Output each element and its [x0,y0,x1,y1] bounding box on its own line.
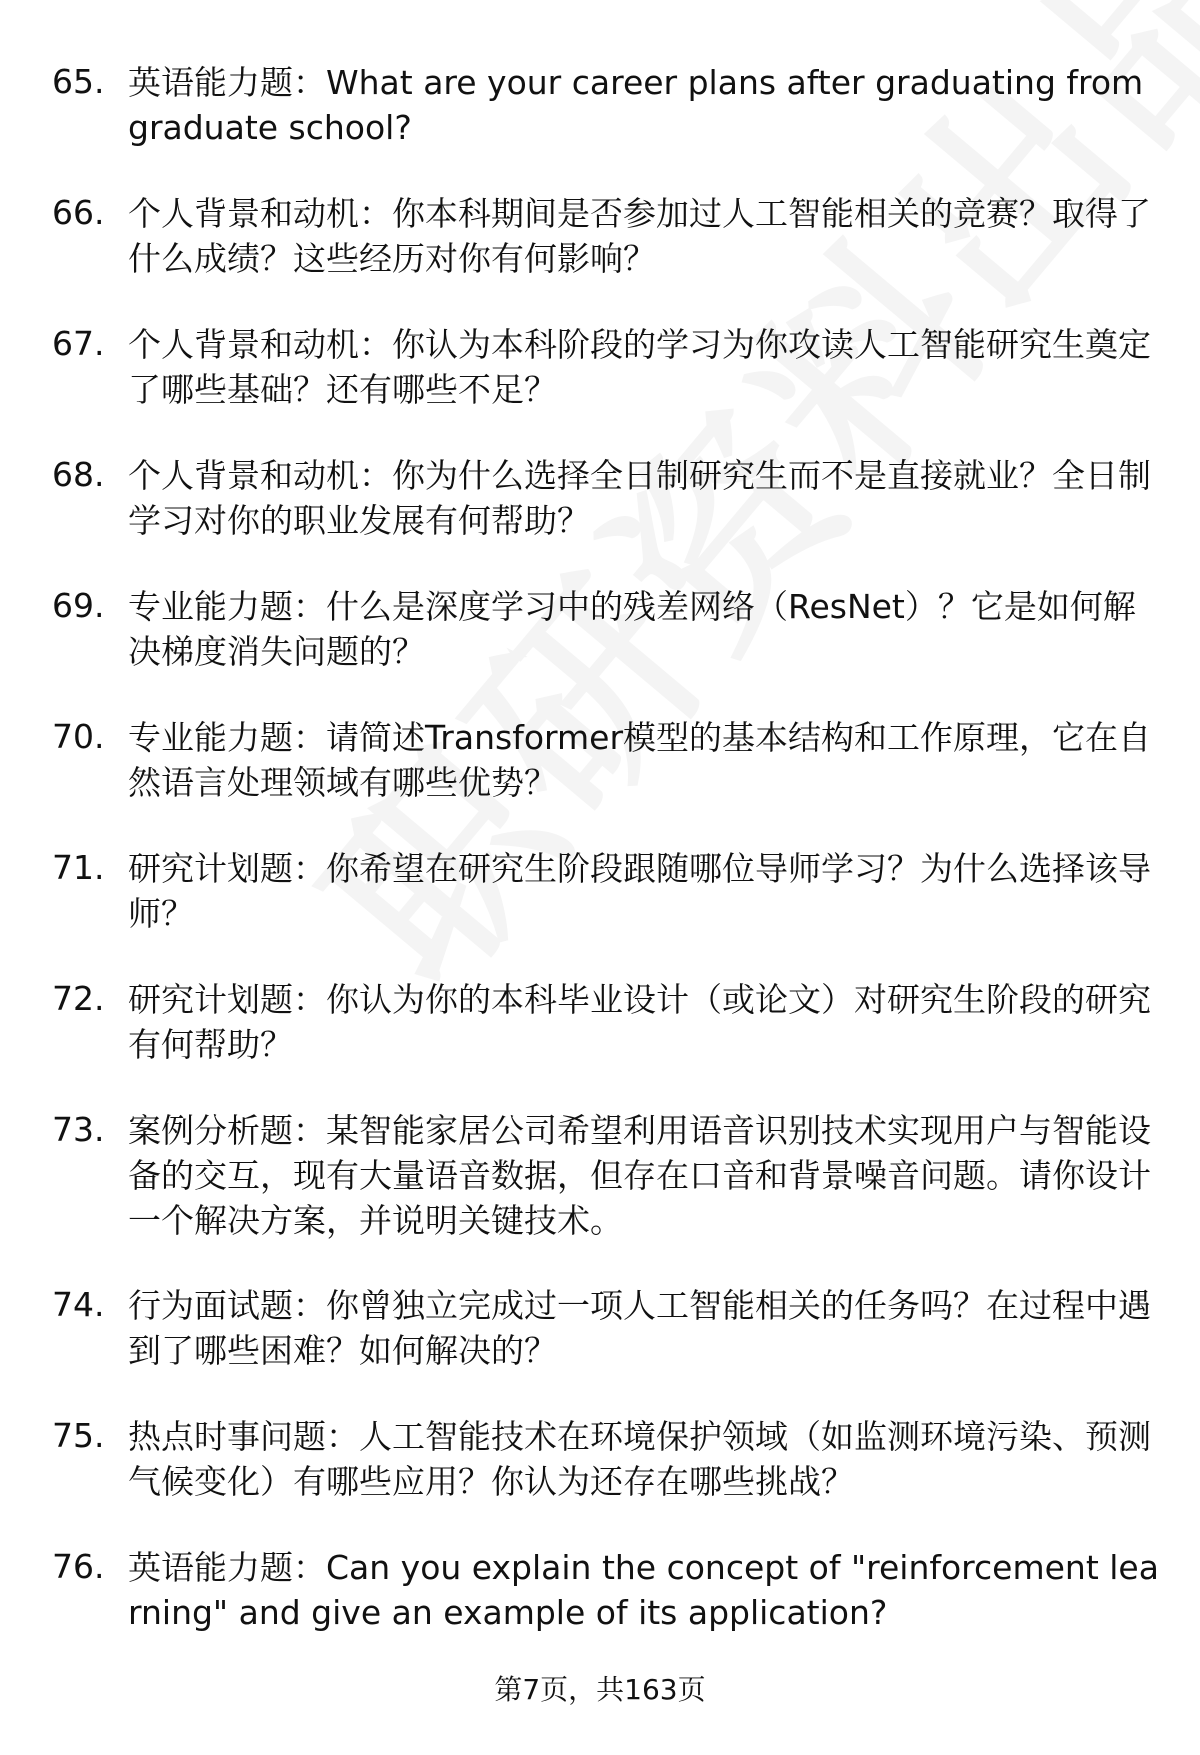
question-text: 研究计划题：你希望在研究生阶段跟随哪位导师学习？为什么选择该导师？ [128,849,1151,933]
question-text: 个人背景和动机：你本科期间是否参加过人工智能相关的竞赛？取得了什么成绩？这些经历对你有何影响？ [128,194,1151,278]
question-number: 76. [52,1547,105,1586]
question-number: 69. [52,586,105,625]
question-item [52,1414,1162,1545]
question-item [52,322,1162,453]
question-text: 行为面试题：你曾独立完成过一项人工智能相关的任务吗？在过程中遇到了哪些困难？如何解决的？ [128,1286,1151,1370]
question-item [52,1545,1162,1676]
question-number: 67. [52,324,105,363]
question-text: 专业能力题：请简述Transformer模型的基本结构和工作原理，它在自然语言处理领域有哪些优势？ [128,718,1152,802]
question-number: 68. [52,455,105,494]
question-text: 个人背景和动机：你认为本科阶段的学习为你攻读人工智能研究生奠定了哪些基础？还有哪些不足？ [128,325,1151,409]
question-text: 英语能力题：Can you explain the concept of "reinforcement learning" and give an example of its application? [128,1548,1159,1632]
question-item [52,977,1162,1108]
question-item [52,1108,1162,1283]
question-text: 热点时事问题：人工智能技术在环境保护领域（如监测环境污染、预测气候变化）有哪些应用？你认为还存在哪些挑战？ [128,1417,1151,1501]
question-list [52,60,1162,1676]
question-item [52,60,1162,191]
question-item [52,715,1162,846]
question-text: 个人背景和动机：你为什么选择全日制研究生而不是直接就业？全日制学习对你的职业发展有何帮助？ [128,456,1151,540]
question-number: 74. [52,1285,105,1324]
question-number: 72. [52,979,105,1018]
question-number: 65. [52,62,105,101]
question-number: 71. [52,848,105,887]
question-text: 英语能力题：What are your career plans after graduating from graduate school? [128,63,1144,147]
question-number: 66. [52,193,105,232]
question-item [52,453,1162,584]
question-text: 研究计划题：你认为你的本科毕业设计（或论文）对研究生阶段的研究有何帮助？ [128,980,1151,1064]
question-item [52,191,1162,322]
question-item [52,1283,1162,1414]
question-item [52,846,1162,977]
question-number: 75. [52,1416,105,1455]
question-number: 70. [52,717,105,756]
question-item [52,584,1162,715]
question-number: 73. [52,1110,105,1149]
page-footer: 第7页，共163页 [494,1673,706,1706]
question-text: 案例分析题：某智能家居公司希望利用语音识别技术实现用户与智能设备的交互，现有大量语音数据，但存在口音和背景噪音问题。请你设计一个解决方案，并说明关键技术。 [128,1111,1151,1240]
question-text: 专业能力题：什么是深度学习中的残差网络（ResNet）？它是如何解决梯度消失问题的？ [128,587,1136,671]
